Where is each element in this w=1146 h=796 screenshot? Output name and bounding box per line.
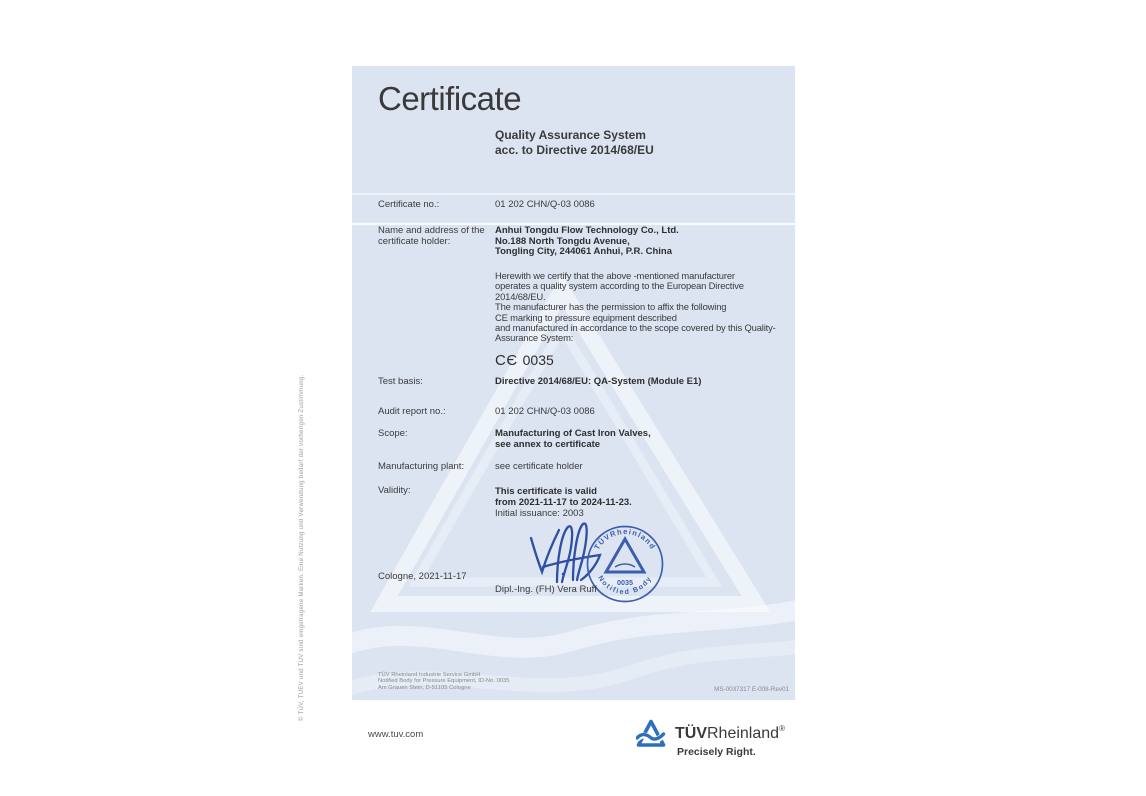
- tuv-website-url: www.tuv.com: [368, 729, 424, 740]
- manufacturing-plant-value: see certificate holder: [495, 461, 583, 472]
- subtitle-line-2: acc. to Directive 2014/68/EU: [495, 143, 654, 157]
- tuv-rheinland-wordmark: [675, 724, 785, 743]
- issuer-address-block: [378, 672, 509, 691]
- certificate-sheet: [352, 66, 795, 700]
- ce-marking-glyph: CЄ: [495, 352, 518, 369]
- validity-line-2: from 2021-11-17 to 2024-11-23.: [495, 497, 632, 508]
- statement-line: Herewith we certify that the above -mentioned manufacturer: [495, 270, 735, 281]
- validity-value: [495, 486, 632, 519]
- certificate-no-value: 01 202 CHN/Q-03 0086: [495, 199, 595, 210]
- holder-value: [495, 226, 679, 258]
- test-basis-value: Directive 2014/68/EU: QA-System (Module E1): [495, 376, 702, 387]
- validity-line-3: Initial issuance: 2003: [495, 508, 584, 519]
- stamp-bottom-text: Notified Body: [596, 574, 654, 597]
- document-code: MS-0037317 E-008-Rev01: [714, 686, 789, 693]
- statement-line: and manufactured in accordance to the scope covered by this Quality-: [495, 322, 776, 334]
- stamp-top-text: TÜVRheinland: [592, 526, 658, 552]
- holder-address-1: No.188 North Tongdu Avenue,: [495, 235, 630, 247]
- validity-line-1: This certificate is valid: [495, 486, 597, 497]
- test-basis-label: Test basis:: [378, 376, 423, 387]
- certification-statement: [495, 271, 776, 344]
- tuv-rheinland-logo-icon: [636, 719, 666, 749]
- issuer-line-1: TÜV Rheinland Industrie Service GmbH: [378, 672, 481, 678]
- certificate-no-label: Certificate no.:: [378, 199, 440, 210]
- ce-marking: [495, 352, 554, 370]
- certificate-title: Certificate: [378, 80, 522, 117]
- brand-tagline: Precisely Right.: [677, 746, 756, 758]
- holder-label-line-1: Name and address of the: [378, 225, 485, 236]
- statement-line: CE marking to pressure equipment described: [495, 311, 677, 323]
- scope-value: [495, 429, 651, 450]
- holder-label: [378, 226, 485, 247]
- trademark-side-note: © TÜV, TUEV und TUV sind eingetragene Marken. Eine Nutzung und Verwendung bedarf der vorherigen Zustimmung.: [299, 374, 305, 721]
- certificate-subtitle: [495, 128, 654, 158]
- subtitle-line-1: Quality Assurance System: [495, 128, 646, 142]
- holder-address-2: Tongling City, 244061 Anhui, P.R. China: [495, 246, 673, 257]
- statement-line: 2014/68/EU.: [495, 290, 546, 302]
- brand-tuv: TÜV: [675, 725, 707, 742]
- audit-report-value: 01 202 CHN/Q-03 0086: [495, 406, 595, 417]
- ce-marking-number: 0035: [522, 352, 554, 368]
- signer-name: Dipl.-Ing. (FH) Vera Ruff: [495, 584, 597, 595]
- notified-body-stamp: [585, 524, 665, 604]
- statement-line: Assurance System:: [495, 332, 574, 344]
- statement-line: The manufacturer has the permission to affix the following: [495, 301, 727, 313]
- scope-line-2: see annex to certificate: [495, 438, 601, 450]
- registered-mark: ®: [779, 724, 785, 733]
- section-divider-top: [352, 193, 795, 195]
- holder-label-line-2: certificate holder:: [378, 235, 451, 247]
- brand-rheinland: Rheinland: [707, 725, 780, 742]
- place-and-date: Cologne, 2021-11-17: [378, 571, 467, 582]
- validity-label: Validity:: [378, 485, 411, 496]
- stamp-number: 0035: [617, 578, 633, 587]
- audit-report-label: Audit report no.:: [378, 406, 446, 417]
- statement-line: operates a quality system according to the European Directive: [495, 280, 744, 292]
- scope-label: Scope:: [378, 428, 408, 439]
- manufacturing-plant-label: Manufacturing plant:: [378, 461, 465, 472]
- scope-line-1: Manufacturing of Cast Iron Valves,: [495, 428, 651, 439]
- holder-name: Anhui Tongdu Flow Technology Co., Ltd.: [495, 225, 679, 236]
- issuer-line-2: Notified Body for Pressure Equipment, ID-No. 0035: [378, 678, 510, 685]
- issuer-line-3: Am Grauen Stein, D-51105 Cologne: [378, 684, 471, 691]
